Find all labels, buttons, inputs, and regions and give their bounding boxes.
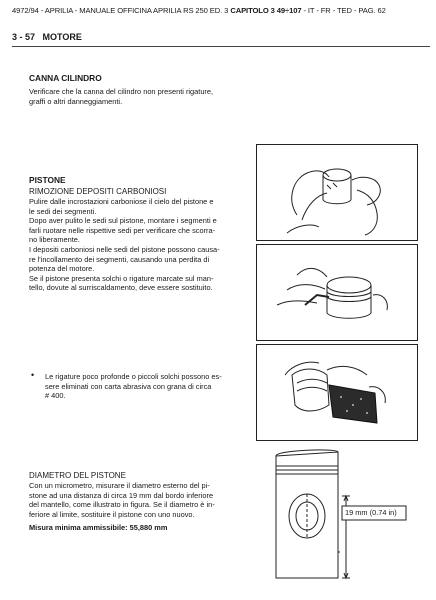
figure-piston-rings xyxy=(256,244,418,341)
text-line: tello, dovute al surriscaldamento, deve essere sostituito. xyxy=(29,283,213,293)
text-line: Se il pistone presenta solchi o rigature marcate sul man- xyxy=(29,273,214,283)
text-line: Dopo aver pulito le sedi sul pistone, montare i segmenti e xyxy=(29,216,217,226)
figure-cylinder-inspection xyxy=(256,144,418,241)
pistone-subheading: RIMOZIONE DEPOSITI CARBONIOSI xyxy=(29,187,167,196)
text-line: feriore al limite, sostituire il pistone con uno nuovo. xyxy=(29,509,195,519)
piston-rings-illustration xyxy=(257,245,417,340)
text-line: stone ad una distanza di circa 19 mm dal bordo inferiore xyxy=(29,490,214,500)
text-line: del mantello, come illustrato in figura. Se il diametro è in- xyxy=(29,500,215,510)
text-line: I depositi carboniosi nelle sedi del pistone possono causa- xyxy=(29,244,220,254)
abrasive-paper-illustration xyxy=(257,345,417,440)
document-header xyxy=(12,6,432,15)
text-line: Pulire dalle incrostazioni carboniose il cielo del pistone e xyxy=(29,197,214,206)
dimension-label: 19 mm (0.74 in) xyxy=(345,508,397,517)
text-line: sere eliminati con carta abrasiva con grana di circa xyxy=(45,381,212,391)
bullet-text xyxy=(45,372,257,401)
text-line: no liberamente. xyxy=(29,235,80,245)
text-line: le sedi dei segmenti. xyxy=(29,206,97,216)
text-line: farli ruotare nelle rispettive sedi per verificare che scorra- xyxy=(29,225,216,235)
figure-piston-diameter xyxy=(266,444,416,586)
text-line: Con un micrometro, misurare il diametro esterno del pi- xyxy=(29,481,210,490)
diametro-text xyxy=(29,481,265,519)
diametro-heading: DIAMETRO DEL PISTONE xyxy=(29,471,126,480)
header-chapter: CAPITOLO 3 49÷107 xyxy=(230,6,302,15)
text-line: Verificare che la canna del cilindro non presenti rigature, xyxy=(29,87,214,96)
pistone-text xyxy=(29,197,251,293)
canna-text xyxy=(29,87,249,106)
section-title-bar xyxy=(12,32,82,42)
text-line: Le rigature poco profonde o piccoli solchi possono es- xyxy=(45,372,222,381)
bullet-marker: • xyxy=(31,370,35,380)
pistone-heading: PISTONE xyxy=(29,175,66,185)
section-title: MOTORE xyxy=(42,32,82,42)
section-divider xyxy=(12,46,430,47)
minimum-size-label: Misura minima ammissibile: 55,880 mm xyxy=(29,523,168,532)
figure-abrasive-cleaning xyxy=(256,344,418,441)
text-line: graffi o altri danneggiamenti. xyxy=(29,96,123,106)
header-suffix: - IT - FR - TED - PAG. 62 xyxy=(301,6,386,15)
text-line: potenza del motore. xyxy=(29,264,95,274)
canna-heading: CANNA CILINDRO xyxy=(29,73,102,83)
header-doc-ref: 4972/94 - APRILIA - MANUALE OFFICINA APRILIA RS 250 ED. 3 xyxy=(12,6,229,15)
text-line: re l'incollamento dei segmenti, causando una perdita di xyxy=(29,254,210,264)
text-line: # 400. xyxy=(45,391,66,401)
section-number: 3 - 57 xyxy=(12,32,36,42)
cylinder-hands-illustration xyxy=(257,145,417,240)
